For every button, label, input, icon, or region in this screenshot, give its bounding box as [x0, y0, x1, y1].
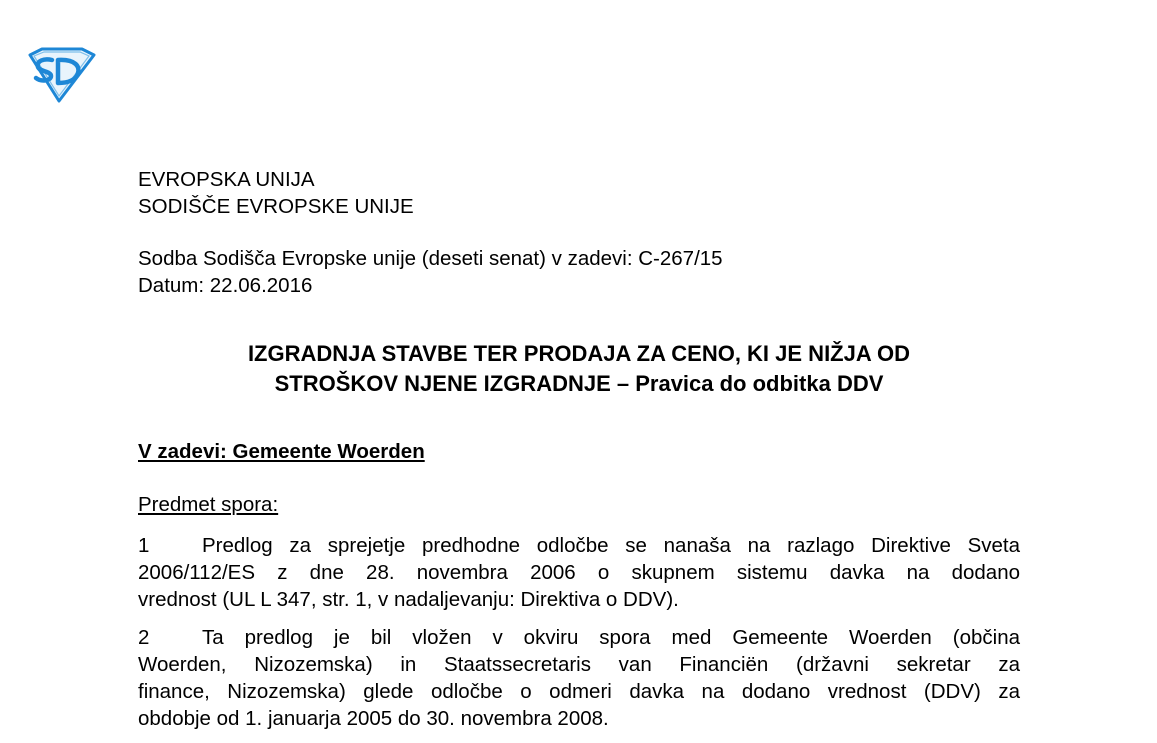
paragraph-1 [138, 532, 1020, 613]
union-name: EVROPSKA UNIJA [138, 168, 315, 191]
court-name: SODIŠČE EVROPSKE UNIJE [138, 195, 414, 218]
court-name-block [138, 166, 414, 220]
judgment-date: Datum: 22.06.2016 [138, 274, 313, 297]
case-heading: V zadevi: Gemeente Woerden [138, 440, 425, 463]
subject-label: Predmet spora: [138, 493, 279, 516]
paragraph-line [138, 532, 1020, 559]
paragraph-line: Woerden, Nizozemska) in Staatssecretaris van Financiën (državni sekretar za [138, 653, 1020, 676]
sd-logo-icon [22, 47, 96, 103]
paragraph-line [138, 624, 1020, 651]
paragraph-line: 2006/112/ES z dne 28. novembra 2006 o skupnem sistemu davka na dodano [138, 561, 1020, 584]
title-line-1: IZGRADNJA STAVBE TER PRODAJA ZA CENO, KI JE NIŽJA OD [247, 341, 911, 366]
paragraph-text: Predlog za sprejetje predhodne odločbe se nanaša na razlago Direktive Sveta [202, 534, 1020, 557]
paragraph-number: 2 [138, 626, 150, 649]
paragraph-line: vrednost (UL L 347, str. 1, v nadaljevanju: Direktiva o DDV). [138, 588, 679, 611]
paragraph-line: finance, Nizozemska) glede odločbe o odmeri davka na dodano vrednost (DDV) za [138, 680, 1020, 703]
paragraph-number: 1 [138, 534, 150, 557]
title-line-2: STROŠKOV NJENE IZGRADNJE – Pravica do odbitka DDV [274, 371, 884, 396]
judgment-info-block [138, 245, 723, 299]
document-title [138, 339, 1020, 399]
paragraph-text: Ta predlog je bil vložen v okviru spora med Gemeente Woerden (občina [202, 626, 1020, 649]
paragraph-line: obdobje od 1. januarja 2005 do 30. novembra 2008. [138, 707, 609, 730]
judgment-reference: Sodba Sodišča Evropske unije (deseti senat) v zadevi: C-267/15 [138, 247, 723, 270]
paragraph-2 [138, 624, 1020, 732]
